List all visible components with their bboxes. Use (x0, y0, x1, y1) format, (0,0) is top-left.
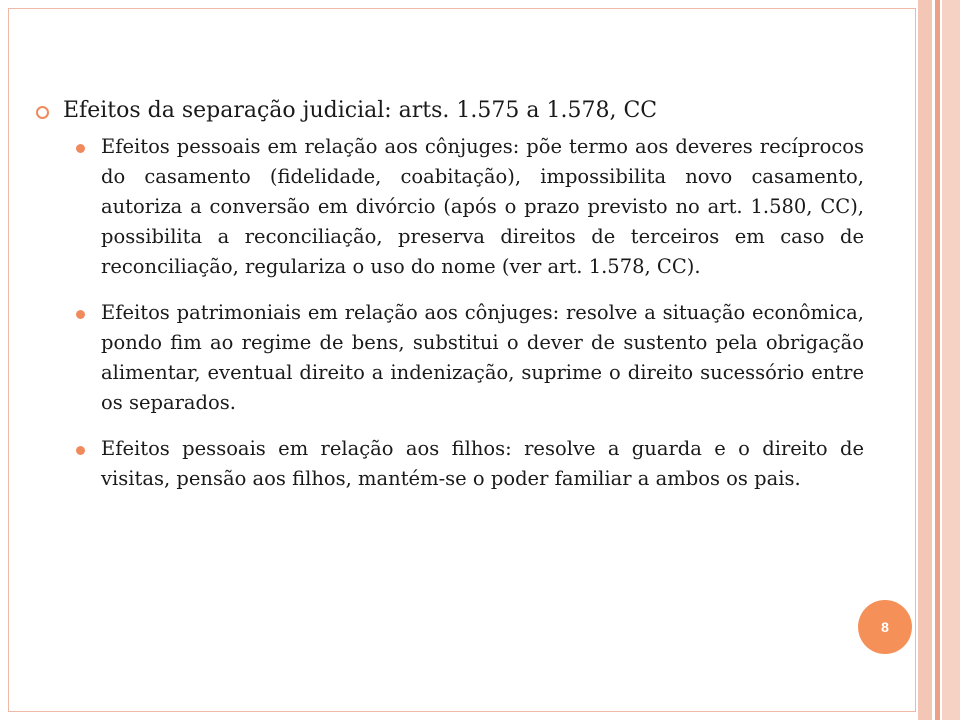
main-bullet-text: Efeitos da separação judicial: arts. 1.575 a 1.578, CC (63, 98, 658, 123)
dot-bullet-icon (76, 446, 85, 455)
slide-content (36, 96, 918, 510)
decorative-stripe (942, 0, 960, 720)
sub-bullet-text: Efeitos pessoais em relação aos filhos: resolve a guarda e o direito de visitas, pensão aos filhos, mantém-se o poder familiar a ambos os pais. (101, 437, 864, 490)
main-bullet (36, 96, 918, 126)
sub-bullet-text: Efeitos pessoais em relação aos cônjuges: põe termo aos deveres recíprocos do casamento (fidelidade, coabitação), impossibilita novo casamento, autoriza a conversão em divórcio (após o prazo previsto no art. 1.580, CC), possibilita a reconciliação, preserva direitos de terceiros em caso de reconciliação, regulariza o uso do nome (ver art. 1.578, CC). (101, 135, 864, 278)
sub-bullet-text: Efeitos patrimoniais em relação aos cônjuges: resolve a situação econômica, pondo fim ao regime de bens, substitui o dever de sustento pela obrigação alimentar, eventual direito a indenização, suprime o direito sucessório entre os separados. (101, 301, 864, 414)
page-number-badge: 8 (858, 600, 912, 654)
sub-bullet-list (36, 132, 918, 494)
decorative-stripe (918, 0, 932, 720)
dot-bullet-icon (76, 144, 85, 153)
sub-bullet-item (76, 298, 918, 418)
dot-bullet-icon (76, 310, 85, 319)
sub-bullet-item (76, 434, 918, 494)
ring-bullet-icon (36, 106, 49, 119)
sub-bullet-item (76, 132, 918, 282)
